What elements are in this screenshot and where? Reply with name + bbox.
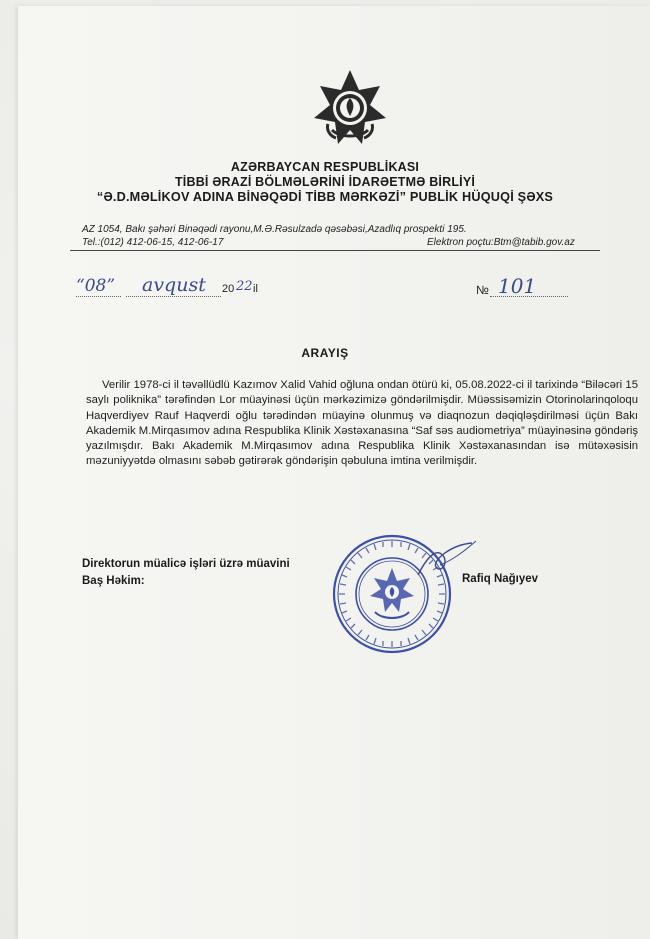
header-country: AZƏRBAYCAN RESPUBLİKASI [230, 160, 420, 174]
signatory-name: Rafiq Nağıyev [462, 573, 539, 585]
address-line: AZ 1054, Bakı şəhəri Binəqədi rayonu,M.Ə.Rəsulzadə qəsəbəsi,Azadlıq prospekti 195. [82, 224, 467, 235]
document-title: ARAYIŞ [301, 346, 349, 360]
date-year-suffix: 22 [236, 279, 253, 294]
document-body [86, 378, 638, 470]
number-underline [490, 296, 568, 297]
date-year-unit: il [253, 283, 258, 295]
body-paragraph: Verilir 1978-ci il təvəllüdlü Kazımov Xalid Vahid oğluna ondan ötürü ki, 05.08.2022-ci il tarixində “Biləcəri 15 saylı poliknika” tərəfindən Lor müayinəsi üçün mərkəzimizə göndərilmişdir. Müəssisəmizin Otorinolarinqoloqu Haqverdiyev Rauf Haqverdi oğlu tərədindən müayinə olunmuş və diaqnozun dəqiqləşdirilməsi üçün Bakı Akademik M.Mirqasımov adına Respublika Klinik Xəstəxanasına “Saf səs audiometriya” müayinəsinə göndəriş yazılmışdır. Bakı Akademik M.Mirqasımov adına Respublika Klinik Xəstəxanasından isə mütəxəsisin məzuniyyətdə olmasını səbəb gətirərək göndərişin qəbuluna imtina verilmişdir. [86, 379, 638, 468]
header-institution: “Ə.D.MƏLİKOV ADINA BİNƏQƏDİ TİBB MƏRKƏZİ” PUBLİK HÜQUQİ ŞƏXS [96, 190, 554, 204]
date-day: “08” [76, 276, 116, 296]
header-organization: TİBBİ ƏRAZİ BÖLMƏLƏRİNİ İDARƏETMƏ BİRLİYİ [174, 175, 476, 189]
header-divider [70, 250, 600, 251]
azerbaijan-coat-of-arms-icon [310, 68, 390, 148]
date-day-underline [76, 296, 121, 297]
date-year-prefix: 20 [222, 283, 235, 295]
email-line: Elektron poçtu:Btm@tabib.gov.az [427, 237, 575, 248]
phone-line: Tel.:(012) 412-06-15, 412-06-17 [82, 237, 224, 248]
signatory-position-line1: Direktorun müalicə işləri üzrə müavini [82, 558, 290, 570]
number-label: № [476, 283, 489, 297]
signatory-position [82, 556, 290, 590]
date-month: avqust [142, 274, 206, 296]
signatory-position-line2: Baş Həkim: [82, 575, 145, 587]
number-value: 101 [498, 274, 537, 298]
date-month-underline [126, 296, 221, 297]
